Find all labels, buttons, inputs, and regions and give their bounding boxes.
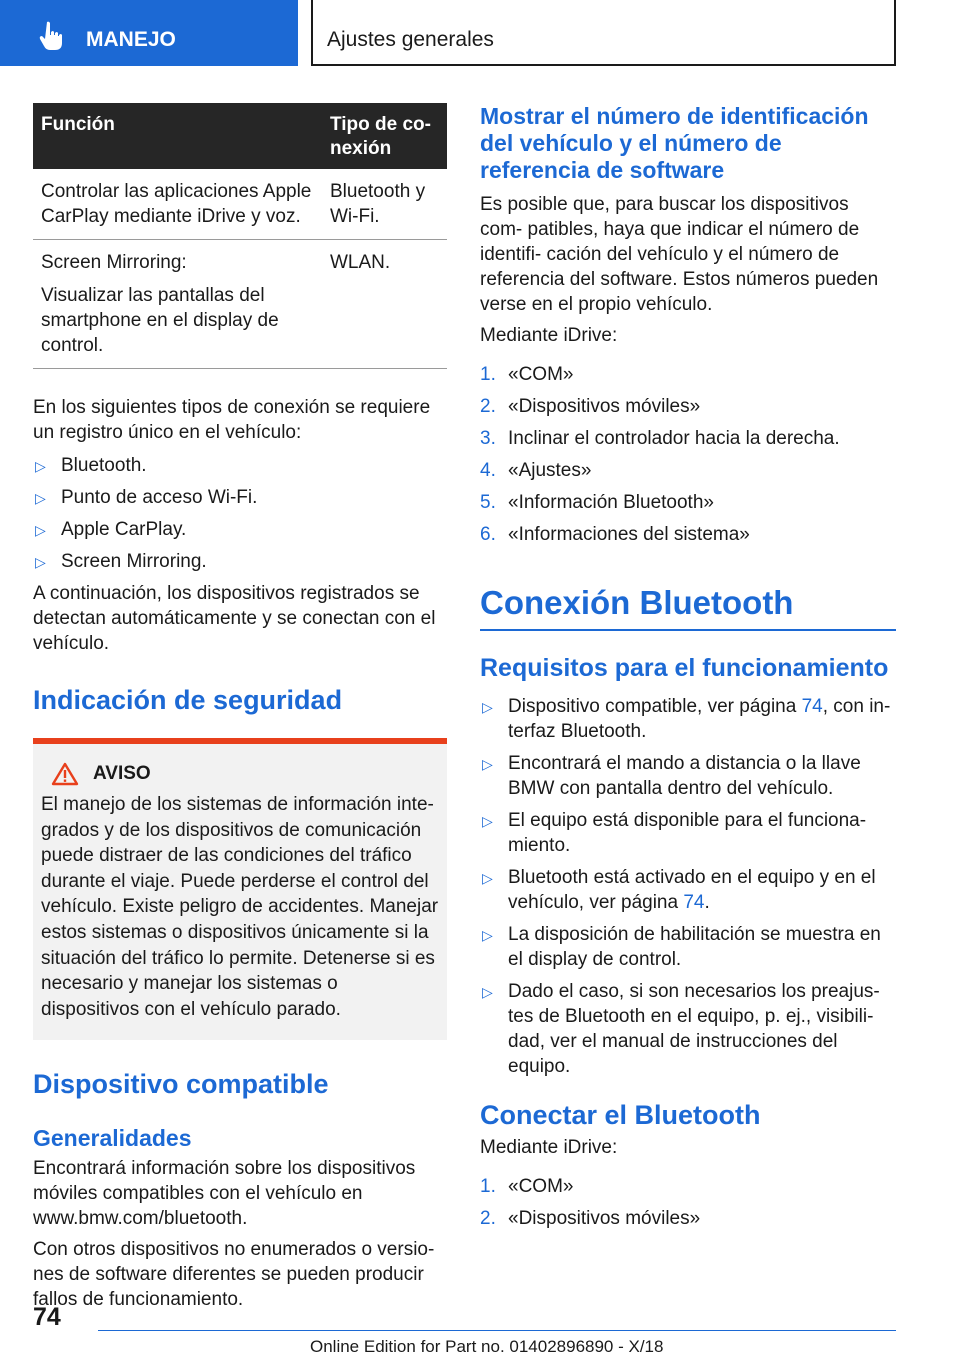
triangle-bullet-icon: ▷ [482, 813, 493, 829]
list-item: ▷ Dispositivo compatible, ver página 74, con in‐ terfaz Bluetooth. [482, 696, 891, 742]
general-heading: Generalidades [33, 1125, 192, 1152]
list-item: 1. «COM» [480, 364, 574, 385]
list-item: ▷ Punto de acceso Wi‑Fi. [33, 485, 447, 510]
list-item: ▷ Bluetooth. [33, 453, 447, 478]
section-title: MANEJO [86, 28, 176, 51]
warning-triangle-icon [51, 762, 79, 786]
table-row [33, 240, 447, 369]
connect-heading: Conectar el Bluetooth [480, 1100, 761, 1130]
list-item: 2. «Dispositivos móviles» [480, 1208, 701, 1229]
triangle-bullet-icon: ▷ [35, 522, 46, 538]
right-column [480, 103, 896, 1238]
via-idrive-2: Mediante iDrive: [480, 1137, 618, 1158]
triangle-bullet-icon: ▷ [482, 756, 493, 772]
triangle-bullet-icon: ▷ [482, 927, 493, 943]
requirements-heading: Requisitos para el funcionamiento [480, 654, 889, 682]
triangle-bullet-icon: ▷ [482, 984, 493, 1000]
triangle-bullet-icon: ▷ [35, 554, 46, 570]
chapter-title: Ajustes generales [327, 28, 494, 51]
via-idrive: Mediante iDrive: [480, 325, 618, 346]
table-cell: Bluetooth y Wi‑Fi. [330, 181, 426, 227]
table-cell: WLAN. [330, 252, 391, 273]
page-number: 74 [33, 1303, 61, 1331]
compat-heading: Dispositivo compatible [33, 1069, 329, 1100]
id-heading: Mostrar el número de identificación del vehículo y el número de referencia de software [480, 103, 869, 183]
list-item: ▷ Apple CarPlay. [33, 517, 447, 542]
connection-type-list [33, 453, 447, 574]
intro-text: En los siguientes tipos de conexión se requiere un registro único en el vehículo: [33, 397, 431, 443]
list-item: 3. Inclinar el controlador hacia la derecha. [480, 428, 840, 449]
table-cell: Controlar las aplicaciones Apple CarPlay mediante iDrive y voz. [41, 181, 312, 227]
steps-list [480, 362, 896, 547]
requirements-list [480, 694, 896, 1079]
edition-note: Online Edition for Part no. 01402896890 - X/18 [310, 1337, 664, 1356]
list-item: 6. «Informaciones del sistema» [480, 524, 750, 545]
triangle-bullet-icon: ▷ [35, 458, 46, 474]
left-column [33, 103, 447, 1312]
table-cell: Screen Mirroring: [41, 252, 187, 273]
table-row [33, 169, 447, 240]
table-header-function: Función [33, 103, 322, 169]
list-item: 4. «Ajustes» [480, 460, 592, 481]
list-item: ▷ Bluetooth está activado en el equipo y en el vehículo, ver página 74. [482, 867, 876, 913]
triangle-bullet-icon: ▷ [482, 870, 493, 886]
bluetooth-heading: Conexión Bluetooth [480, 583, 896, 631]
warning-text: El manejo de los sistemas de información inte‐ grados y de los dispositivos de comunicación puede distraer de las condiciones del tráfico durante el viaje. Puede perderse el control del vehículo. Existe peligro de accidentes. Manejar estos sistemas o dispositivos únicamente si la situación del tráfico lo permite. Detenerse si es necesario y manejar los sistemas o dispositivos con el vehículo parado. [41, 794, 439, 1020]
page-link[interactable]: 74 [683, 892, 705, 913]
after-text: A continuación, los dispositivos registrados se detectan automáticamente y se conectan con el vehículo. [33, 583, 436, 654]
list-item: ▷ La disposición de habilitación se muestra en el display de control. [482, 924, 881, 970]
table-cell: Visualizar las pantallas del smartphone en el display de control. [41, 285, 279, 356]
triangle-bullet-icon: ▷ [482, 699, 493, 715]
chapter-box [311, 0, 896, 66]
table-header-type: Tipo de co‐ nexión [322, 103, 447, 169]
list-item: ▷ El equipo está disponible para el funciona‐ miento. [482, 810, 867, 856]
connection-table [33, 103, 447, 369]
list-item: ▷ Encontrará el mando a distancia o la llave BMW con pantalla dentro del vehículo. [482, 753, 861, 799]
general-text-1: Encontrará información sobre los dispositivos móviles compatibles con el vehículo en www.bmw.com/bluetooth. [33, 1158, 416, 1230]
connect-steps-list [480, 1174, 896, 1231]
list-item: 5. «Información Bluetooth» [480, 492, 714, 513]
general-text-2: Con otros dispositivos no enumerados o versio‐ nes de software diferentes se pueden producir fallos de funcionamiento. [33, 1239, 435, 1311]
list-item: ▷ Dado el caso, si son necesarios los preajus‐ tes de Bluetooth en el equipo, p. ej., visibili‐ dad, ver el manual de instrucciones del equipo. [482, 981, 880, 1077]
hand-icon [38, 20, 66, 50]
warning-box [33, 738, 447, 1040]
page-link[interactable]: 74 [801, 696, 823, 717]
warning-title: AVISO [93, 763, 151, 784]
list-item: ▷ Screen Mirroring. [33, 549, 447, 574]
safety-heading: Indicación de seguridad [33, 685, 343, 715]
list-item: 2. «Dispositivos móviles» [480, 396, 701, 417]
id-text: Es posible que, para buscar los dispositivos com‐ patibles, haya que indicar el número de identifi‐ cación del vehículo y el número de referencia del software. Estos números pueden verse en el propio vehículo. [480, 194, 879, 315]
section-tab [0, 0, 298, 66]
list-item: 1. «COM» [480, 1176, 574, 1197]
triangle-bullet-icon: ▷ [35, 490, 46, 506]
footer-divider [98, 1330, 896, 1331]
